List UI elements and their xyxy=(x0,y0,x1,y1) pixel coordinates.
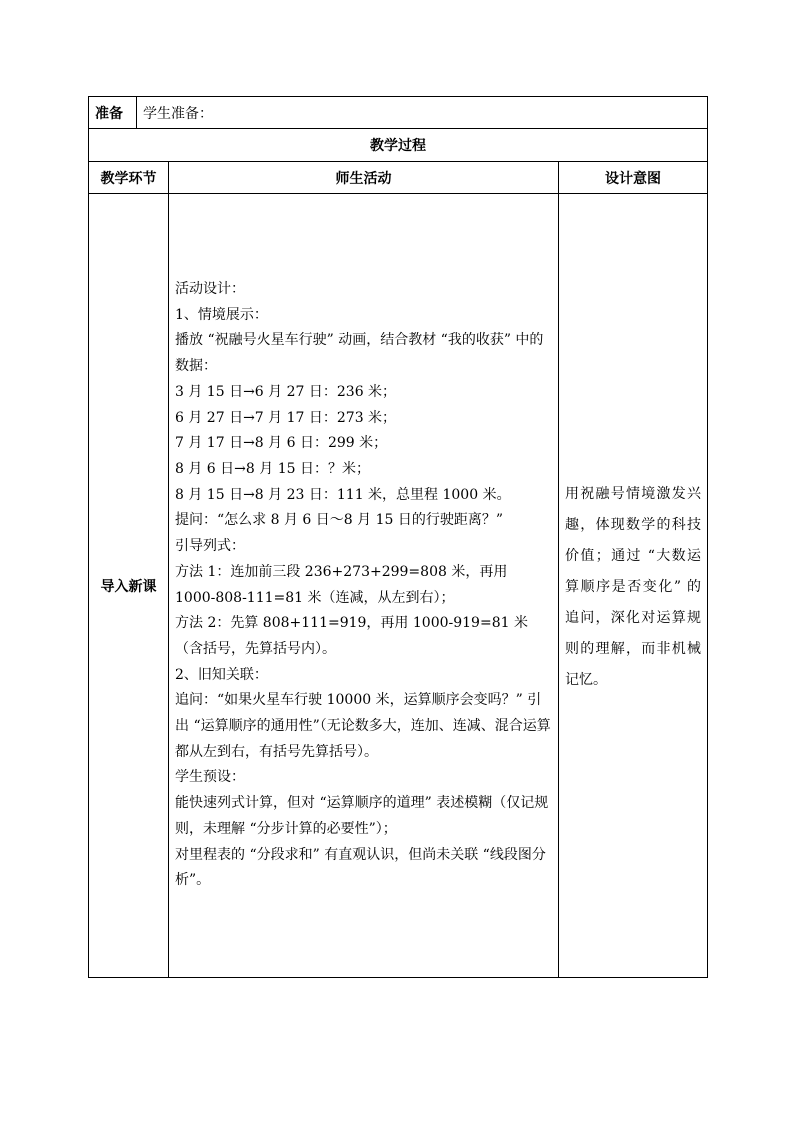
activity-cell xyxy=(169,194,559,978)
activity-line: 7 月 17 日→8 月 6 日：299 米； xyxy=(175,435,388,452)
lesson-plan-table xyxy=(88,96,708,978)
header-row xyxy=(89,162,708,194)
header-stage: 教学环节 xyxy=(89,162,169,194)
activity-line: 学生预设： xyxy=(175,769,245,786)
activity-line: 对里程表的 “分段求和” 有直观认识，但尚未关联 “线段图分析”。 xyxy=(175,846,546,889)
prep-value: 学生准备： xyxy=(137,97,708,129)
activity-line: 1、情境展示： xyxy=(175,306,268,323)
activity-line: 提问：“怎么求 8 月 6 日～8 月 15 日的行驶距离？” xyxy=(175,512,504,529)
stage-cell: 导入新课 xyxy=(89,194,169,978)
prep-row xyxy=(89,97,708,129)
activity-line: 2、旧知关联： xyxy=(175,666,268,683)
activity-line: 方法 2：先算 808+111=919，再用 1000-919=81 米（含括号，先算括号内）。 xyxy=(175,615,528,657)
activity-line: 6 月 27 日→7 月 17 日：273 米； xyxy=(175,409,397,426)
process-title: 教学过程 xyxy=(89,129,708,162)
header-activity: 师生活动 xyxy=(169,162,559,194)
activity-line: 活动设计： xyxy=(175,281,245,298)
prep-label: 准备 xyxy=(89,97,137,129)
header-intent: 设计意图 xyxy=(559,162,708,194)
process-title-row xyxy=(89,129,708,162)
activity-line: 播放 “祝融号火星车行驶” 动画，结合教材 “我的收获” 中的数据： xyxy=(175,332,544,375)
activity-line: 能快速列式计算，但对 “运算顺序的道理” 表述模糊（仅记规则，未理解 “分步计算的必要性”）； xyxy=(175,795,549,837)
activity-line: 8 月 6 日→8 月 15 日：？米； xyxy=(175,460,370,477)
activity-line: 方法 1：连加前三段 236+273+299=808 米，再用 1000-808-111=81 米（连减，从左到右）； xyxy=(175,563,508,606)
intro-row xyxy=(89,194,708,978)
activity-line: 3 月 15 日→6 月 27 日：236 米； xyxy=(175,383,397,400)
activity-line: 8 月 15 日→8 月 23 日：111 米，总里程 1000 米。 xyxy=(175,486,511,503)
activity-line: 引导列式： xyxy=(175,538,245,555)
activity-line: 追问：“如果火星车行驶 10000 米，运算顺序会变吗？” 引出 “运算顺序的通用性”（无论数多大，连加、连减、混合运算都从左到右，有括号先算括号）。 xyxy=(175,692,551,760)
intent-cell: 用祝融号情境激发兴趣，体现数学的科技价值；通过 “大数运算顺序是否变化” 的追问，深化对运算规则的理解，而非机械记忆。 xyxy=(559,194,708,978)
